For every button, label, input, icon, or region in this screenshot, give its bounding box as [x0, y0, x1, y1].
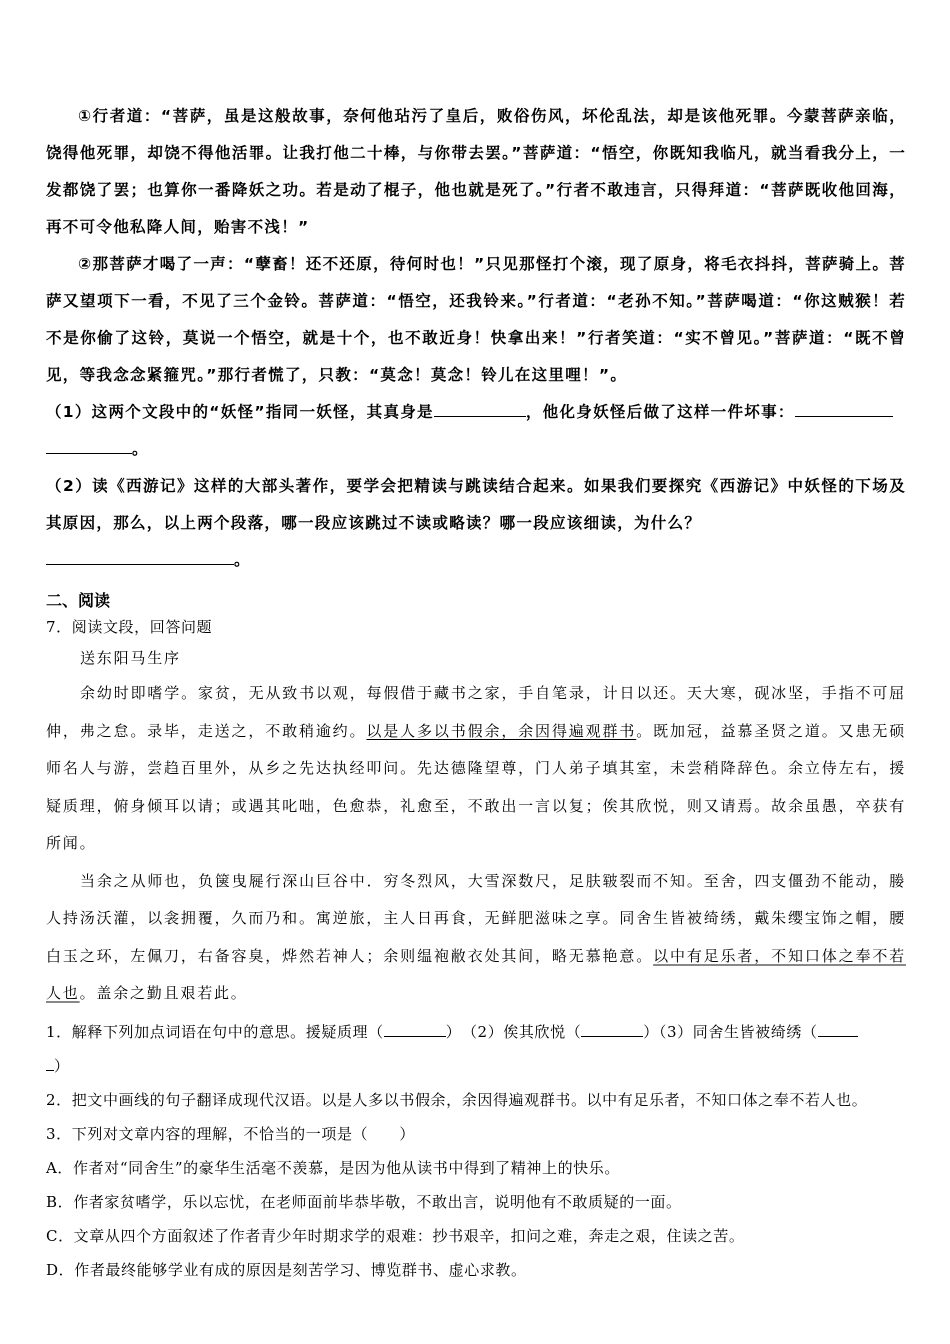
sub-question-1-text-b: ） （2）俟其欣悦（	[445, 1022, 582, 1041]
question-2	[46, 468, 906, 579]
passage-2-text-a: 当余之从师也，负箧曳屣行深山巨谷中．穷冬烈风，大雪深数尺，足肤皲裂而不知。至舍，四支僵劲不能动，媵人持汤沃灌，以衾拥覆，久而乃和。寓逆旅，主人日再食，无鲜肥滋味之享。同舍生皆被绮绣，戴朱缨宝饰之帽，腰白玉之环，左佩刀，右备容臭，烨然若神人；余则缊袍敝衣处其间，略无慕艳意。	[46, 871, 906, 965]
question-2-end: 。	[234, 551, 251, 569]
question-1-end: 。	[132, 440, 149, 458]
sub-question-3: 3．下列对文章内容的理解，不恰当的一项是（ ）	[46, 1124, 415, 1143]
classical-passage-1	[46, 675, 906, 863]
passage-2: ②那菩萨才喝了一声：“孽畜！还不还原，待何时也！”只见那怪打个滚，现了原身，将毛衣抖抖，菩萨骑上。菩萨又望项下一看，不见了三个金铃。菩萨道：“悟空，还我铃来。”行者道：“老孙不知。”菩萨喝道：“你这贼猴！若不是你偷了这铃，莫说一个悟空，就是十个，也不敢近身！快拿出来！”行者笑道：“实不曾见。”菩萨道：“既不曾见，等我念念紧箍咒。”那行者慌了，只教：“莫念！莫念！铃儿在这里哩！”。	[46, 255, 906, 384]
question-1-text-b: ，他化身妖怪后做了这样一件坏事：	[525, 403, 795, 421]
answer-blank-q1-3-cont[interactable]	[46, 1056, 54, 1071]
sub-question-1-text-c: ）（3）同舍生皆被绮绣（	[643, 1022, 818, 1041]
underlined-sentence-1: 以是人多以书假余，余因得遍观群书	[366, 721, 637, 740]
option-d[interactable]: D．作者最终能够学业有成的原因是刻苦学习、博览群书、虚心求教。	[46, 1260, 527, 1279]
classical-passage-2	[46, 863, 906, 1013]
question-7-label: 7．阅读文段，回答问题	[46, 618, 213, 636]
passage-title: 送东阳马生序	[80, 649, 181, 667]
answer-blank-q1-1[interactable]	[384, 1022, 446, 1037]
question-1	[46, 394, 906, 468]
passage-1: ①行者道：“菩萨，虽是这般故事，奈何他玷污了皇后，败俗伤风，坏伦乱法，却是该他死罪。今蒙菩萨亲临，饶得他死罪，却饶不得他活罪。让我打他二十棒，与你带去罢。”菩萨道：“悟空，你既知我临凡，就当看我分上，一发都饶了罢；也算你一番降妖之功。若是动了棍子，他也就是死了。”行者不敢违言，只得拜道：“菩萨既收他回海，再不可令他私降人间，贻害不浅！”	[46, 107, 906, 236]
question-2-text: （2）读《西游记》这样的大部头著作，要学会把精读与跳读结合起来。如果我们要探究《西游记》中妖怪的下场及其原因，那么，以上两个段落，哪一段应该跳过不读或略读？哪一段应该细读，为什么？	[46, 477, 906, 532]
sub-question-1	[46, 1015, 906, 1083]
underlined-sentence-2: 以中有足乐者，不知口体之奉不若人也	[46, 946, 906, 1002]
answer-blank-q1-3[interactable]	[818, 1022, 858, 1037]
section-heading: 二、阅读	[46, 591, 111, 610]
answer-blank-2-cont[interactable]	[46, 439, 132, 454]
passage-1-text-a: 余幼时即嗜学。家贫，无从致书以观，每假借于藏书之家，手自笔录，计日以还。天大寒，砚冰坚，手指不可屈伸，弗之怠。录毕，走送之，不敢稍逾约。	[46, 684, 906, 740]
sub-question-1-text-a: 1．解释下列加点词语在句中的意思。援疑质理（	[46, 1022, 384, 1041]
answer-blank-3[interactable]	[46, 550, 234, 565]
option-a[interactable]: A．作者对“同舍生”的豪华生活毫不羡慕，是因为他从读书中得到了精神上的快乐。	[46, 1158, 620, 1177]
option-b[interactable]: B．作者家贫嗜学，乐以忘忧，在老师面前毕恭毕敬，不敢出言，说明他有不敢质疑的一面。	[46, 1192, 682, 1211]
answer-blank-1[interactable]	[434, 402, 526, 417]
sub-question-2: 2．把文中画线的句子翻译成现代汉语。以是人多以书假余，余因得遍观群书。以中有足乐者，不知口体之奉不若人也。	[46, 1090, 868, 1109]
sub-question-1-text-d: ）	[54, 1056, 70, 1075]
passage-2-text-b: 。盖余之勤且艰若此。	[79, 984, 248, 1002]
question-1-text-a: （1）这两个文段中的“妖怪”指同一妖怪，其真身是	[46, 403, 434, 421]
passage-1-text-b: 。既加冠，益慕圣贤之道。又患无硕师名人与游，尝趋百里外，从乡之先达执经叩问。先达德隆望尊，门人弟子填其室，未尝稍降辞色。余立侍左右，援疑质理，俯身倾耳以请；或遇其叱咄，色愈恭，礼愈至，不敢出一言以复；俟其欣悦，则又请焉。故余虽愚，卒获有所闻。	[46, 721, 907, 852]
document-page	[46, 98, 906, 1287]
option-c[interactable]: C．文章从四个方面叙述了作者青少年时期求学的艰难：抄书艰辛，扣问之难，奔走之艰，住读之苦。	[46, 1226, 745, 1245]
answer-blank-q1-2[interactable]	[581, 1022, 643, 1037]
answer-blank-2[interactable]	[795, 402, 893, 417]
